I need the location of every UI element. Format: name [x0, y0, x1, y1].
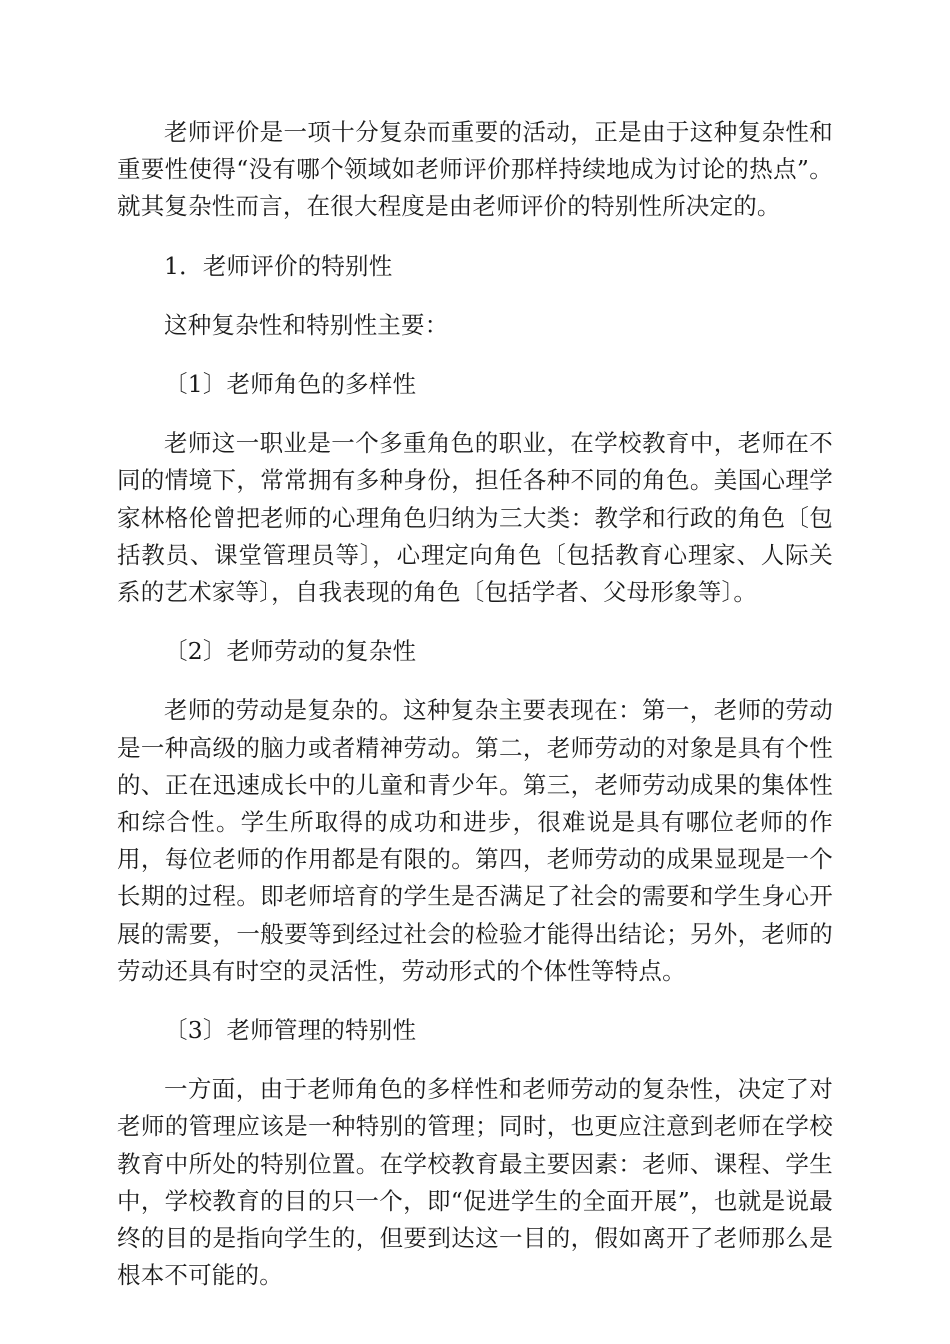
paragraph-management: 一方面，由于老师角色的多样性和老师劳动的复杂性，决定了对老师的管理应该是一种特别的管理；同时，也更应注意到老师在学校教育中所处的特别位置。在学校教育最主要因素：老师、课程、学生中，学校教育的目的只一个，即“促进学生的全面开展”，也就是说最终的目的是指向学生的，但要到达这一目的，假如离开了老师那么是根本不可能的。: [117, 1075, 833, 1290]
section-heading-1: 1．老师评价的特别性: [164, 251, 393, 280]
intro-paragraph: 老师评价是一项十分复杂而重要的活动，正是由于这种复杂性和重要性使得“没有哪个领域如老师评价那样持续地成为讨论的热点”。就其复杂性而言，在很大程度是由老师评价的特别性所决定的。: [117, 118, 833, 221]
document-page: [117, 114, 833, 1316]
subheading-1: 〔1〕老师角色的多样性: [164, 370, 417, 399]
paragraph-labor: 老师的劳动是复杂的。这种复杂主要表现在：第一，老师的劳动是一种高级的脑力或者精神劳动。第二，老师劳动的对象是具有个性的、正在迅速成长中的儿童和青少年。第三，老师劳动成果的集体性和综合性。学生所取得的成功和进步，很难说是具有哪位老师的作用，每位老师的作用都是有限的。第四，老师劳动的成果显现是一个长期的过程。即老师培育的学生是否满足了社会的需要和学生身心开展的需要，一般要等到经过社会的检验才能得出结论；另外，老师的劳动还具有时空的灵活性，劳动形式的个体性等特点。: [117, 696, 833, 985]
subheading-3: 〔3〕老师管理的特别性: [164, 1016, 417, 1045]
subheading-2: 〔2〕老师劳动的复杂性: [164, 637, 417, 666]
paragraph-roles: 老师这一职业是一个多重角色的职业，在学校教育中，老师在不同的情境下，常常拥有多种身份，担任各种不同的角色。美国心理学家林格伦曾把老师的心理角色归纳为三大类：教学和行政的角色〔包括教员、课堂管理员等〕，心理定向角色〔包括教育心理家、人际关系的艺术家等〕，自我表现的角色〔包括学者、父母形象等〕。: [117, 429, 833, 607]
section-lead: 这种复杂性和特别性主要：: [164, 310, 449, 339]
